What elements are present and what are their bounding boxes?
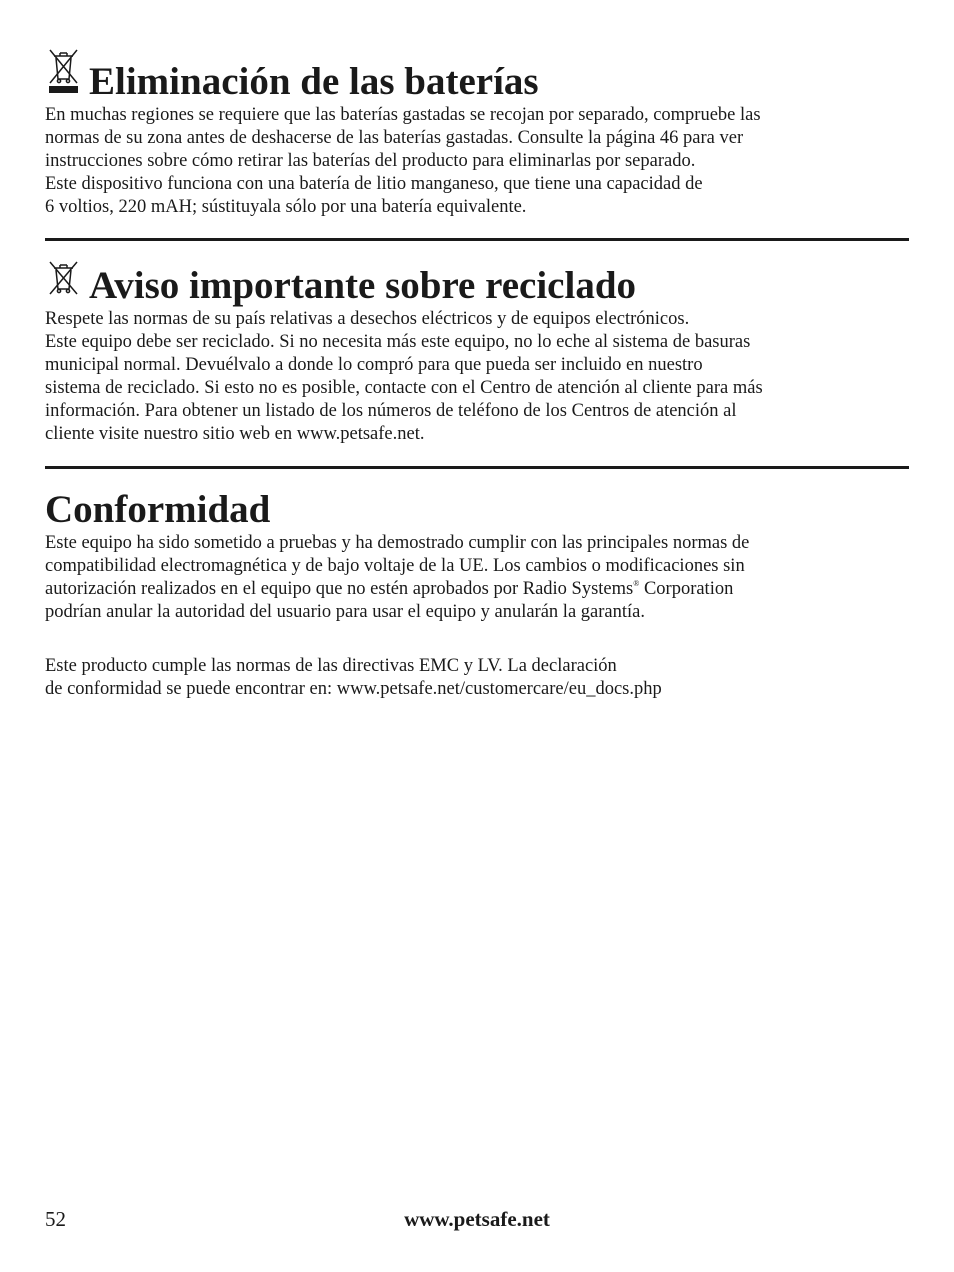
crossed-out-wheelie-bin-icon bbox=[45, 258, 81, 308]
section-heading bbox=[45, 488, 909, 532]
body-text-part: Este equipo ha sido sometido a pruebas y ha demostrado cumplir con las principales normas de compatibilidad electromagnética y de bajo voltaje de la UE. Los cambios o modificaciones sin autorización realizados en el equipo que no estén aprobados por Radio Systems bbox=[45, 533, 750, 599]
crossed-out-wheelie-bin-with-bar-icon bbox=[45, 46, 81, 104]
section-title: Aviso importante sobre reciclado bbox=[89, 264, 637, 307]
section-body bbox=[45, 532, 909, 624]
section-body: Respete las normas de su país relativas a desechos eléctricos y de equipos electrónicos. Este equipo debe ser reciclado. Si no necesita más este equipo, no lo eche al sistema de basuras municipal normal. Devuélvalo a donde lo compró para que pueda ser incluido en nuestro sistema de reciclado. Si esto no es posible, contacte con el Centro de atención al cliente para más información. Para obtener un listado de los números de teléfono de los Centros de atención al cliente visite nuestro sitio web en www.petsafe.net. bbox=[45, 309, 763, 444]
section-divider bbox=[45, 466, 909, 469]
section-heading bbox=[45, 46, 909, 104]
footer-website: www.petsafe.net bbox=[404, 1207, 550, 1231]
section-body: En muchas regiones se requiere que las baterías gastadas se recojan por separado, compruebe las normas de su zona antes de deshacerse de las baterías gastadas. Consulte la página 46 para ver instrucciones sobre cómo retirar las baterías del producto para eliminarlas por separado. Este dispositivo funciona con una batería de litio manganeso, que tiene una capacidad de 6 voltios, 220 mAH; sústituyala sólo por una batería equivalente. bbox=[45, 105, 761, 217]
registered-trademark: ® bbox=[633, 579, 640, 588]
section-body-secondary: Este producto cumple las normas de las directivas EMC y LV. La declaración de conformidad se puede encontrar en: www.petsafe.net/customercare/eu_docs.php bbox=[45, 656, 662, 699]
section-title: Conformidad bbox=[45, 488, 271, 531]
page-number: 52 bbox=[45, 1207, 66, 1231]
body-text-part: Corporation podrían anular la autoridad del usuario para usar el equipo y anularán la garantía. bbox=[45, 579, 734, 622]
section-battery-disposal bbox=[45, 46, 909, 219]
section-recycling-notice bbox=[45, 258, 909, 446]
section-divider bbox=[45, 238, 909, 241]
section-conformity bbox=[45, 488, 909, 701]
section-title: Eliminación de las baterías bbox=[89, 60, 539, 103]
section-heading bbox=[45, 258, 909, 308]
